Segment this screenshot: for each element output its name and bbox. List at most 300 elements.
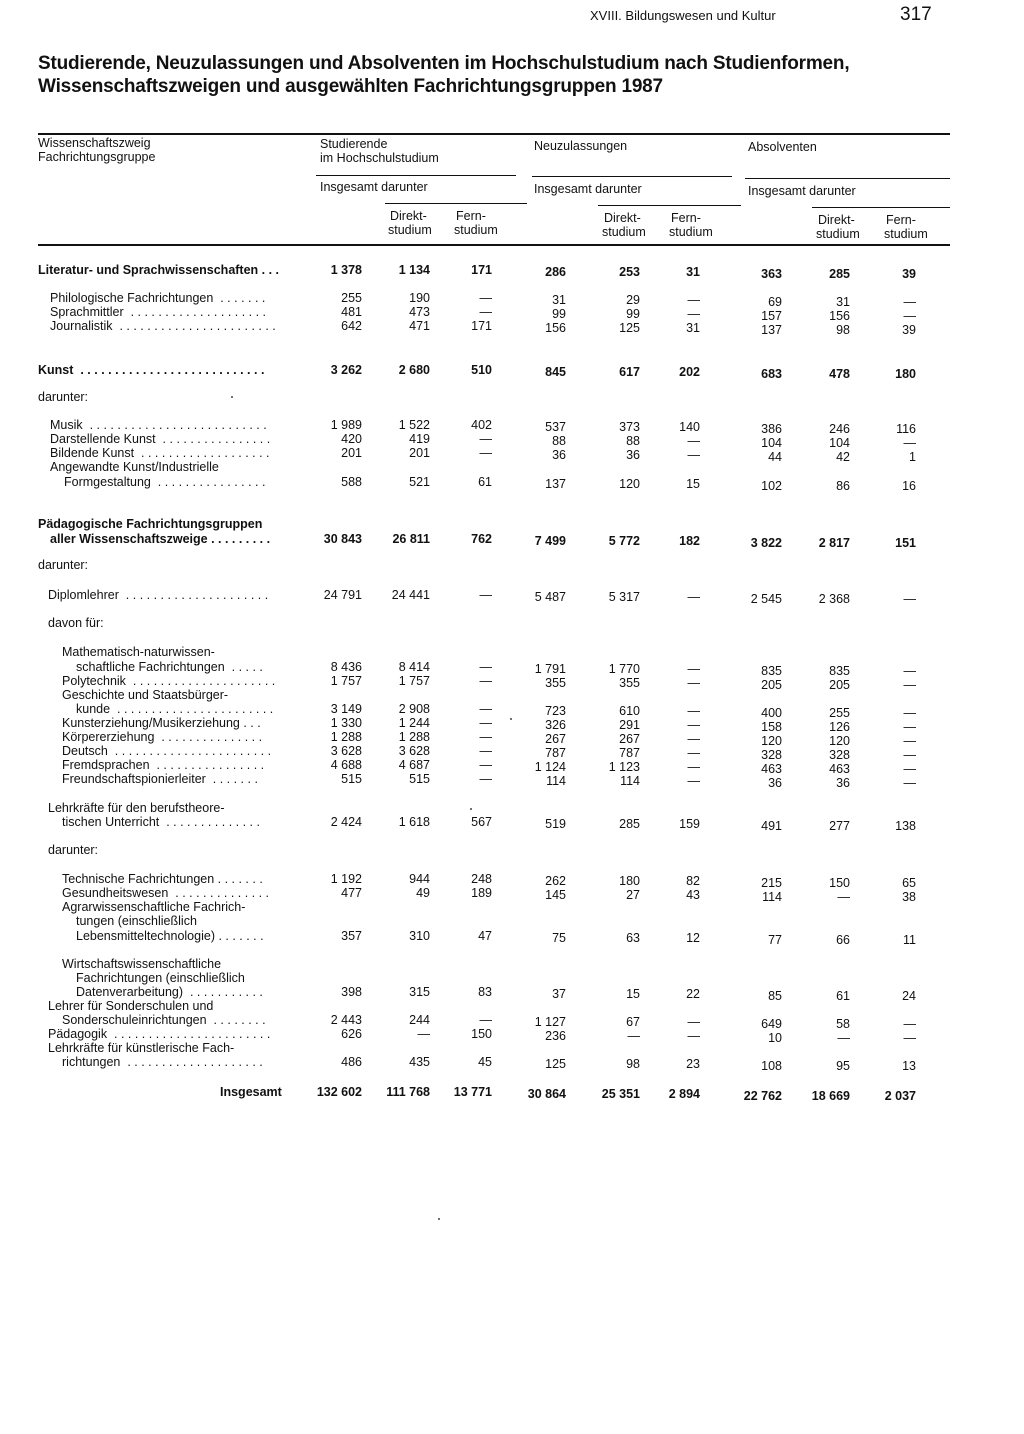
table-cell: 39 (902, 323, 916, 337)
table-cell: — (479, 758, 492, 772)
table-cell: 649 (761, 1017, 782, 1031)
table-cell: 328 (829, 748, 850, 762)
table-cell: 1 288 (330, 730, 362, 744)
table-cell: 99 (552, 307, 566, 321)
header-fern-2-absolventen: studium (884, 227, 928, 241)
table-cell: 463 (829, 762, 850, 776)
table-cell: 519 (545, 817, 566, 831)
row-label: Fachrichtungen (einschließlich (76, 971, 245, 985)
table-cell: 201 (341, 446, 362, 460)
table-cell: — (687, 746, 700, 760)
table-cell: 38 (902, 890, 916, 904)
table-cell: 3 628 (398, 744, 430, 758)
table-cell: 215 (761, 876, 782, 890)
table-cell: 2 680 (398, 363, 430, 377)
header-insgesamt-darunter-absolventen: Insgesamt darunter (748, 184, 856, 198)
table-cell: 58 (836, 1017, 850, 1031)
table-cell: 310 (409, 929, 430, 943)
table-cell: — (687, 293, 700, 307)
table-cell: 723 (545, 704, 566, 718)
row-label: darunter: (38, 390, 89, 404)
table-cell: 104 (829, 436, 850, 450)
table-cell: 150 (471, 1027, 492, 1041)
table-cell: 7 499 (534, 534, 566, 548)
table-cell: 398 (341, 985, 362, 999)
table-cell: 315 (409, 985, 430, 999)
row-label: schaftliche Fachrichtungen . . . . . (76, 660, 263, 674)
table-cell: 37 (552, 987, 566, 1001)
table-cell: 435 (409, 1055, 430, 1069)
table-cell: 27 (626, 888, 640, 902)
table-cell: 88 (626, 434, 640, 448)
table-cell: — (903, 309, 916, 323)
table-cell: — (903, 720, 916, 734)
row-label: Mathematisch-naturwissen- (62, 645, 215, 659)
table-cell: 24 791 (323, 588, 362, 602)
table-cell: 2 908 (398, 702, 430, 716)
table-cell: 463 (761, 762, 782, 776)
table-cell: 77 (768, 933, 782, 947)
table-cell: 151 (895, 536, 916, 550)
header-insgesamt-darunter-studierende: Insgesamt darunter (320, 180, 428, 194)
table-cell: 1 288 (398, 730, 430, 744)
table-cell: 491 (761, 819, 782, 833)
table-cell: — (687, 448, 700, 462)
header-direkt-2-neuzulassungen: studium (602, 225, 646, 239)
table-cell: 1 618 (398, 815, 430, 829)
table-cell: 244 (409, 1013, 430, 1027)
table-cell: — (687, 307, 700, 321)
table-cell: — (687, 718, 700, 732)
header-direkt-2-studierende: studium (388, 223, 432, 237)
table-cell: — (687, 704, 700, 718)
row-label: Agrarwissenschaftliche Fachrich- (62, 900, 246, 914)
table-cell: 189 (471, 886, 492, 900)
table-cell: 82 (686, 874, 700, 888)
table-cell: 386 (761, 422, 782, 436)
page-number: 317 (900, 4, 932, 25)
table-cell: — (479, 674, 492, 688)
table-cell: 180 (619, 874, 640, 888)
table-cell: 373 (619, 420, 640, 434)
stub-header-line-2: Fachrichtungsgruppe (38, 150, 156, 164)
table-cell: 31 (686, 321, 700, 335)
table-cell: — (687, 760, 700, 774)
table-cell: 39 (902, 267, 916, 281)
table-cell: 23 (686, 1057, 700, 1071)
table-cell: — (903, 436, 916, 450)
table-cell: 15 (626, 987, 640, 1001)
table-cell: 157 (761, 309, 782, 323)
table-cell: 478 (829, 367, 850, 381)
row-label: Kunst . . . . . . . . . . . . . . . . . . . . . . . . . . . (38, 363, 265, 377)
table-cell: — (627, 1029, 640, 1043)
table-cell: 125 (545, 1057, 566, 1071)
table-cell: 246 (829, 422, 850, 436)
table-cell: 69 (768, 295, 782, 309)
table-cell: 18 669 (811, 1089, 850, 1103)
table-cell: 8 414 (398, 660, 430, 674)
table-cell: 285 (619, 817, 640, 831)
table-cell: 150 (829, 876, 850, 890)
table-cell: 11 (903, 933, 916, 947)
row-label: davon für: (48, 616, 104, 630)
table-cell: 120 (761, 734, 782, 748)
table-cell: 83 (478, 985, 492, 999)
table-cell: 481 (341, 305, 362, 319)
table-cell: 114 (546, 774, 566, 788)
table-cell: 156 (829, 309, 850, 323)
table-cell: 156 (545, 321, 566, 335)
row-label: Datenverarbeitung) . . . . . . . . . . . (76, 985, 263, 999)
table-cell: 95 (836, 1059, 850, 1073)
row-label: Geschichte und Staatsbürger- (62, 688, 229, 702)
scan-speck (231, 396, 233, 398)
scan-speck (510, 718, 512, 720)
table-cell: 114 (762, 890, 782, 904)
table-cell: 126 (829, 720, 850, 734)
table-cell: — (903, 592, 916, 606)
table-cell: 24 (902, 989, 916, 1003)
table-cell: 205 (761, 678, 782, 692)
table-cell: 104 (761, 436, 782, 450)
table-cell: 1 378 (330, 263, 362, 277)
row-label: Journalistik . . . . . . . . . . . . . . . . . . . . . . . (50, 319, 276, 333)
table-cell: 65 (902, 876, 916, 890)
header-absolventen: Absolventen (748, 140, 817, 154)
table-cell: 521 (409, 475, 430, 489)
table-cell: 510 (471, 363, 492, 377)
table-cell: 1 770 (608, 662, 640, 676)
table-cell: 477 (341, 886, 362, 900)
table-cell: 67 (626, 1015, 640, 1029)
table-cell: 357 (341, 929, 362, 943)
table-cell: 75 (552, 931, 566, 945)
row-label: Literatur- und Sprachwissenschaften . . . (38, 263, 280, 277)
table-cell: 42 (836, 450, 850, 464)
running-header-section: XVIII. Bildungswesen und Kultur (590, 8, 776, 23)
table-cell: 24 441 (391, 588, 430, 602)
table-cell: — (837, 1031, 850, 1045)
table-cell: — (903, 295, 916, 309)
row-label: tischen Unterricht . . . . . . . . . . . . . . (62, 815, 260, 829)
table-cell: 267 (619, 732, 640, 746)
row-label: Fremdsprachen . . . . . . . . . . . . . . . . (62, 758, 265, 772)
row-label: Formgestaltung . . . . . . . . . . . . . . . . (64, 475, 266, 489)
table-cell: 5 487 (534, 590, 566, 604)
table-cell: 486 (341, 1055, 362, 1069)
table-cell: 10 (768, 1031, 782, 1045)
table-cell: 4 687 (398, 758, 430, 772)
table-cell: 120 (829, 734, 850, 748)
table-cell: 420 (341, 432, 362, 446)
header-fern-1-absolventen: Fern- (886, 213, 916, 227)
table-cell: 277 (829, 819, 850, 833)
table-cell: 642 (341, 319, 362, 333)
table-cell: 13 (902, 1059, 916, 1073)
table-cell: 120 (619, 477, 640, 491)
table-cell: 63 (626, 931, 640, 945)
table-cell: — (837, 890, 850, 904)
table-cell: 138 (895, 819, 916, 833)
header-fern-2-neuzulassungen: studium (669, 225, 713, 239)
table-cell: 15 (686, 477, 700, 491)
table-cell: 8 436 (330, 660, 362, 674)
stub-header-line-1: Wissenschaftszweig (38, 136, 151, 150)
table-cell: 1 989 (330, 418, 362, 432)
header-insgesamt-darunter-neuzulassungen: Insgesamt darunter (534, 182, 642, 196)
table-cell: 25 351 (601, 1087, 640, 1101)
row-label: Pädagogische Fachrichtungsgruppen (38, 517, 263, 531)
table-cell: 1 127 (534, 1015, 566, 1029)
table-cell: — (687, 676, 700, 690)
table-cell: 363 (761, 267, 782, 281)
row-label: aller Wissenschaftszweige . . . . . . . . . (50, 532, 271, 546)
row-label: Polytechnik . . . . . . . . . . . . . . . . . . . . . (62, 674, 276, 688)
table-cell: 2 817 (818, 536, 850, 550)
table-cell: 286 (545, 265, 566, 279)
table-cell: 267 (545, 732, 566, 746)
table-cell: — (479, 291, 492, 305)
header-direkt-2-absolventen: studium (816, 227, 860, 241)
row-label: Lehrkräfte für künstlerische Fach- (48, 1041, 235, 1055)
table-cell: 255 (341, 291, 362, 305)
table-cell: 291 (619, 718, 640, 732)
table-cell: 5 317 (608, 590, 640, 604)
table-cell: 159 (679, 817, 700, 831)
table-cell: — (903, 664, 916, 678)
row-label: tungen (einschließlich (76, 914, 197, 928)
table-cell: 114 (620, 774, 640, 788)
table-cell: 1 522 (398, 418, 430, 432)
table-cell: 36 (626, 448, 640, 462)
table-cell: — (687, 774, 700, 788)
table-cell: 190 (409, 291, 430, 305)
table-cell: — (903, 1031, 916, 1045)
table-cell: 85 (768, 989, 782, 1003)
table-cell: 355 (619, 676, 640, 690)
row-label: Pädagogik . . . . . . . . . . . . . . . . . . . . . . . (48, 1027, 271, 1041)
table-cell: 515 (341, 772, 362, 786)
table-cell: 610 (619, 704, 640, 718)
table-cell: 47 (478, 929, 492, 943)
table-cell: — (417, 1027, 430, 1041)
table-cell: 66 (836, 933, 850, 947)
table-cell: 132 602 (316, 1085, 362, 1099)
table-cell: 236 (545, 1029, 566, 1043)
table-cell: 845 (545, 365, 566, 379)
table-cell: — (479, 1013, 492, 1027)
table-cell: 1 (909, 450, 916, 464)
table-cell: — (687, 1015, 700, 1029)
table-cell: — (687, 732, 700, 746)
table-cell: 86 (836, 479, 850, 493)
header-direkt-1-studierende: Direkt- (390, 209, 427, 223)
table-cell: 1 757 (330, 674, 362, 688)
table-cell: 31 (836, 295, 850, 309)
table-cell: 1 330 (330, 716, 362, 730)
table-cell: — (479, 588, 492, 602)
table-cell: 255 (829, 706, 850, 720)
table-cell: — (687, 434, 700, 448)
table-cell: 419 (409, 432, 430, 446)
table-cell: — (479, 660, 492, 674)
table-cell: 26 811 (392, 532, 430, 546)
table-cell: 61 (836, 989, 850, 1003)
table-cell: — (479, 305, 492, 319)
row-label: Sprachmittler . . . . . . . . . . . . . . . . . . . . (50, 305, 267, 319)
table-cell: 3 262 (330, 363, 362, 377)
table-cell: 171 (471, 263, 492, 277)
header-fern-1-studierende: Fern- (456, 209, 486, 223)
table-title-line-2: Wissenschaftszweigen und ausgewählten Fachrichtungsgruppen 1987 (38, 76, 663, 97)
table-cell: 36 (836, 776, 850, 790)
table-cell: 588 (341, 475, 362, 489)
table-cell: — (479, 702, 492, 716)
table-cell: 400 (761, 706, 782, 720)
table-cell: 180 (895, 367, 916, 381)
table-cell: — (479, 772, 492, 786)
table-cell: 5 772 (608, 534, 640, 548)
table-cell: 2 037 (884, 1089, 916, 1103)
table-cell: 1 791 (534, 662, 566, 676)
table-cell: 125 (619, 321, 640, 335)
table-cell: 201 (409, 446, 430, 460)
header-neuzulassungen: Neuzulassungen (534, 139, 628, 153)
table-cell: 471 (409, 319, 430, 333)
table-cell: 36 (768, 776, 782, 790)
header-studierende-line-1: Studierende (320, 137, 388, 151)
table-cell: 1 757 (398, 674, 430, 688)
table-cell: 43 (686, 888, 700, 902)
table-cell: 116 (896, 422, 916, 436)
table-cell: 45 (478, 1055, 492, 1069)
row-label: Lehrkräfte für den berufstheore- (48, 801, 225, 815)
row-label: Gesundheitswesen . . . . . . . . . . . . . . (62, 886, 270, 900)
scan-speck (470, 808, 472, 810)
table-cell: — (903, 748, 916, 762)
table-cell: 140 (679, 420, 700, 434)
table-cell: 98 (836, 323, 850, 337)
table-cell: 567 (471, 815, 492, 829)
table-cell: 1 123 (608, 760, 640, 774)
row-label: Deutsch . . . . . . . . . . . . . . . . . . . . . . . (62, 744, 272, 758)
header-fern-2-studierende: studium (454, 223, 498, 237)
table-cell: — (903, 706, 916, 720)
table-cell: 108 (761, 1059, 782, 1073)
header-direkt-1-absolventen: Direkt- (818, 213, 855, 227)
table-cell: 2 443 (330, 1013, 362, 1027)
table-cell: 626 (341, 1027, 362, 1041)
table-cell: 145 (545, 888, 566, 902)
table-cell: 1 124 (534, 760, 566, 774)
table-cell: 98 (626, 1057, 640, 1071)
table-cell: 285 (829, 267, 850, 281)
table-cell: 31 (686, 265, 700, 279)
row-label: Wirtschaftswissenschaftliche (62, 957, 222, 971)
table-cell: 137 (545, 477, 566, 491)
row-label: Musik . . . . . . . . . . . . . . . . . . . . . . . . . . (50, 418, 267, 432)
table-cell: 31 (552, 293, 566, 307)
total-row-label: Insgesamt (220, 1085, 282, 1099)
table-cell: 2 545 (750, 592, 782, 606)
table-cell: 248 (471, 872, 492, 886)
row-label: Freundschaftspionierleiter . . . . . . . (62, 772, 258, 786)
table-cell: 835 (829, 664, 850, 678)
table-cell: — (903, 678, 916, 692)
table-cell: 262 (545, 874, 566, 888)
table-cell: 137 (761, 323, 782, 337)
table-cell: 2 424 (330, 815, 362, 829)
header-fern-1-neuzulassungen: Fern- (671, 211, 701, 225)
table-cell: 326 (545, 718, 566, 732)
row-label: Lebensmitteltechnologie) . . . . . . . (76, 929, 264, 943)
row-label: Kunsterziehung/Musikerziehung . . . (62, 716, 261, 730)
table-cell: 2 894 (668, 1087, 700, 1101)
table-cell: 944 (409, 872, 430, 886)
table-cell: 355 (545, 676, 566, 690)
table-cell: 1 192 (330, 872, 362, 886)
row-label: kunde . . . . . . . . . . . . . . . . . . . . . . . (76, 702, 274, 716)
table-cell: 36 (552, 448, 566, 462)
table-cell: — (479, 432, 492, 446)
table-cell: 158 (761, 720, 782, 734)
table-cell: — (903, 776, 916, 790)
table-cell: 202 (679, 365, 700, 379)
table-cell: 30 843 (323, 532, 362, 546)
table-cell: 328 (761, 748, 782, 762)
table-cell: — (479, 730, 492, 744)
row-label: Bildende Kunst . . . . . . . . . . . . . . . . . . . (50, 446, 270, 460)
table-cell: 3 149 (330, 702, 362, 716)
header-studierende-line-2: im Hochschulstudium (320, 151, 439, 165)
table-cell: — (903, 734, 916, 748)
row-label: darunter: (38, 558, 89, 572)
table-cell: 99 (626, 307, 640, 321)
table-cell: 1 134 (398, 263, 430, 277)
row-label: darunter: (48, 843, 99, 857)
table-cell: 12 (686, 931, 700, 945)
table-cell: 4 688 (330, 758, 362, 772)
table-cell: — (479, 744, 492, 758)
table-cell: 29 (626, 293, 640, 307)
table-cell: 683 (761, 367, 782, 381)
row-label: Lehrer für Sonderschulen und (48, 999, 214, 1013)
table-cell: — (479, 446, 492, 460)
table-cell: 88 (552, 434, 566, 448)
row-label: Körpererziehung . . . . . . . . . . . . . . . (62, 730, 263, 744)
table-title-line-1: Studierende, Neuzulassungen und Absolventen im Hochschulstudium nach Studienformen, (38, 53, 850, 74)
row-label: Angewandte Kunst/Industrielle (50, 460, 219, 474)
table-cell: — (479, 716, 492, 730)
row-label: Sonderschuleinrichtungen . . . . . . . . (62, 1013, 266, 1027)
table-cell: 2 368 (818, 592, 850, 606)
row-label: Technische Fachrichtungen . . . . . . . (62, 872, 263, 886)
table-cell: — (903, 762, 916, 776)
table-cell: 402 (471, 418, 492, 432)
table-cell: 205 (829, 678, 850, 692)
table-cell: 3 628 (330, 744, 362, 758)
table-cell: — (903, 1017, 916, 1031)
row-label: richtungen . . . . . . . . . . . . . . . . . . . . (62, 1055, 263, 1069)
table-cell: 13 771 (453, 1085, 492, 1099)
table-cell: 171 (471, 319, 492, 333)
table-cell: 182 (679, 534, 700, 548)
table-cell: 3 822 (750, 536, 782, 550)
table-cell: 102 (761, 479, 782, 493)
table-cell: 49 (416, 886, 430, 900)
table-cell: 537 (545, 420, 566, 434)
